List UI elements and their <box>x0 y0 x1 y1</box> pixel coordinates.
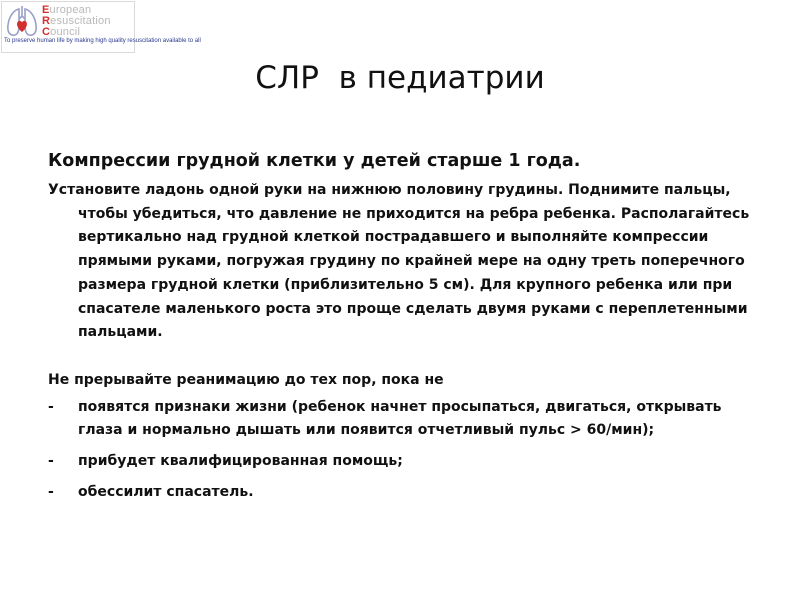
logo-line-european: European <box>42 4 92 16</box>
paragraph-spacer <box>48 345 758 369</box>
logo-wordmark <box>42 5 134 38</box>
list-item-text: появятся признаки жизни (ребенок начнет просыпаться, двигаться, открывать глаза и нормально дышать или появится отчетливый пульс > 60/мин); <box>78 398 722 439</box>
list-item <box>48 450 758 474</box>
lungs-heart-icon <box>4 4 40 40</box>
list-item <box>48 481 758 505</box>
list-item-text: прибудет квалифицированная помощь; <box>78 453 403 470</box>
section-heading: Компрессии грудной клетки у детей старше 1 года. <box>48 151 581 171</box>
logo-line-council: Council <box>42 26 81 38</box>
list-item-text: обессилит спасатель. <box>78 483 254 500</box>
list-intro: Не прерывайте реанимацию до тех пор, пока не <box>48 371 444 388</box>
stop-conditions-list <box>48 396 758 505</box>
dash-marker: - <box>48 453 54 470</box>
list-item <box>48 396 758 443</box>
logo-tagline: To preserve human life by making high quality resuscitation available to all <box>4 38 201 44</box>
slide-body <box>48 148 758 511</box>
slide-title: СЛР в педиатрии <box>255 60 545 96</box>
logo-line-resuscitation: Resuscitation <box>42 15 111 27</box>
instruction-paragraph: Установите ладонь одной руки на нижнюю половину грудины. Поднимите пальцы, чтобы убедиться, что давление не приходится на ребра ребенка. Располагайтесь вертикально над грудной клеткой пострадавшего и выполняйте компрессии прямыми руками, погружая грудину по крайней мере на одну треть поперечного размера грудной клетки (приблизительно 5 см). Для крупного ребенка или при спасателе маленького роста это проще сделать двумя руками с переплетенными пальцами. <box>48 182 750 341</box>
dash-marker: - <box>48 398 54 415</box>
dash-marker: - <box>48 483 54 500</box>
erc-logo <box>1 1 201 53</box>
